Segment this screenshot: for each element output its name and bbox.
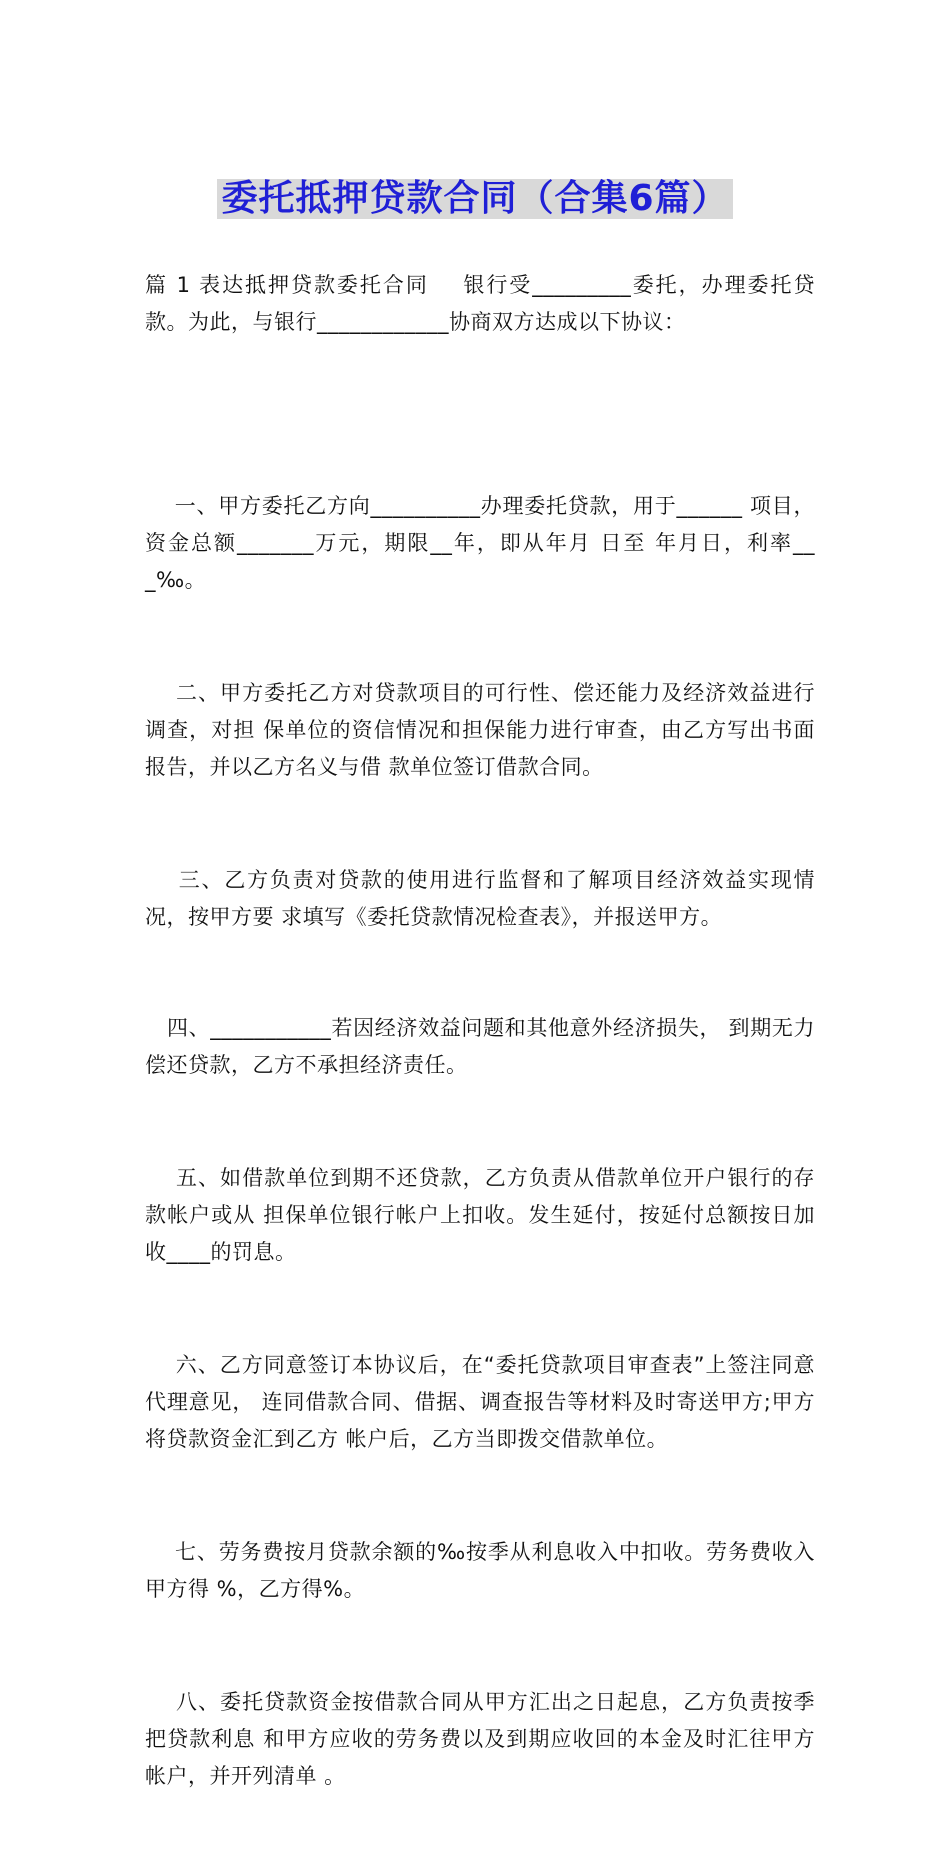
document-title: 委托抵押贷款合同（合集6篇） bbox=[217, 179, 732, 219]
clause-6: 六、乙方同意签订本协议后，在“委托贷款项目审查表”上签注同意代理意见， 连同借款合同、借据、调查报告等材料及时寄送甲方;甲方将贷款资金汇到乙方 帐户后，乙方当即拨交借款单位。 bbox=[145, 1353, 816, 1451]
title-container bbox=[0, 179, 950, 219]
clause-8: 八、委托贷款资金按借款合同从甲方汇出之日起息，乙方负责按季把贷款利息 和甲方应收的劳务费以及到期应收回的本金及时汇往甲方帐户，并开列清单 。 bbox=[145, 1690, 816, 1788]
clause-3: 三、乙方负责对贷款的使用进行监督和了解项目经济效益实现情况，按甲方要 求填写《委托贷款情况检查表》，并报送甲方。 bbox=[145, 868, 816, 929]
clause-1: 一、甲方委托乙方向__________办理委托贷款，用于______ 项目，资金总额_______万元，期限__年，即从年月 日至 年月日，利率___‰。 bbox=[145, 494, 815, 592]
clause-2: 二、甲方委托乙方对贷款项目的可行性、偿还能力及经济效益进行调查，对担 保单位的资信情况和担保能力进行审查，由乙方写出书面报告，并以乙方名义与借 款单位签订借款合同。 bbox=[145, 681, 816, 779]
intro-paragraph: 篇 1 表达抵押贷款委托合同 银行受_________委托，办理委托贷款。为此，与银行____________协商双方达成以下协议： bbox=[145, 273, 815, 334]
clause-5: 五、如借款单位到期不还贷款，乙方负责从借款单位开户银行的存款帐户或从 担保单位银行帐户上扣收。发生延付，按延付总额按日加收____的罚息。 bbox=[145, 1166, 816, 1264]
clause-4: 四、___________若因经济效益问题和其他意外经济损失， 到期无力偿还贷款，乙方不承担经济责任。 bbox=[145, 1016, 815, 1077]
clause-7: 七、劳务费按月贷款余额的‰按季从利息收入中扣收。劳务费收入甲方得 %，乙方得%。 bbox=[145, 1540, 815, 1601]
clauses-section bbox=[145, 414, 815, 1869]
